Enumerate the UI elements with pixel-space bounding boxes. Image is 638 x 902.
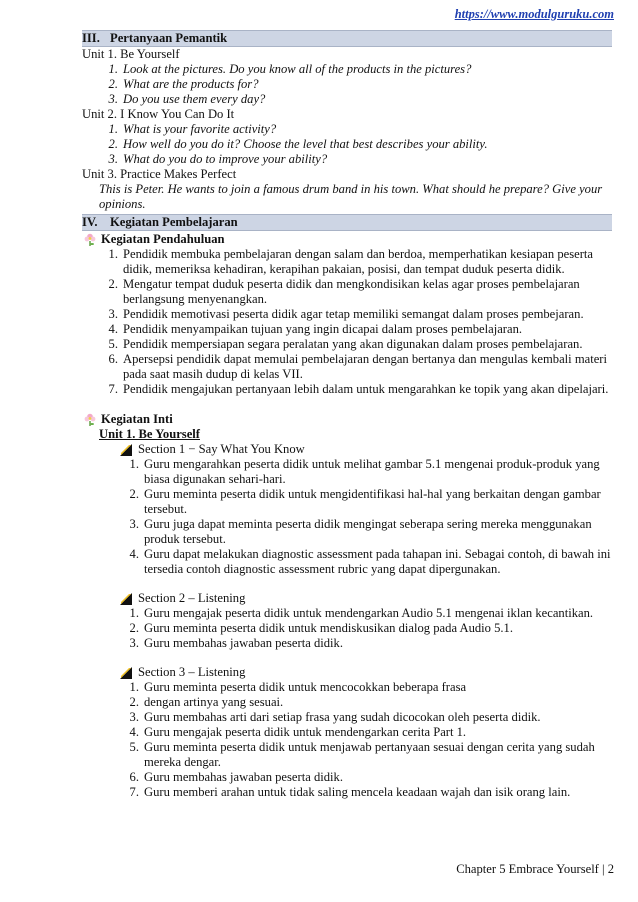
header-url[interactable]: https://www.modulguruku.com: [454, 7, 614, 21]
page-footer: Chapter 5 Embrace Yourself | 2: [456, 862, 614, 876]
question-list: [99, 122, 612, 167]
list-item: 2. What are the products for?: [108, 77, 259, 91]
unit-prompt: This is Peter. He wants to join a famous drum band in his town. What should he prepare? Give your opinions.: [99, 182, 603, 211]
list-item: 1. Look at the pictures. Do you know all of the products in the pictures?: [108, 62, 472, 76]
list-item: 3. Guru juga dapat meminta peserta didik mengingat seberapa sering mereka menggunakan produk tersebut.: [129, 517, 592, 546]
unit-title: Unit 3. Practice Makes Perfect: [82, 167, 237, 181]
pencil-icon: [120, 667, 132, 679]
section-title: Section 1 − Say What You Know: [138, 442, 305, 456]
list-item: 1. Guru meminta peserta didik untuk mencocokkan beberapa frasa: [129, 680, 467, 694]
list-item: 2. dengan artinya yang sesuai.: [129, 695, 284, 709]
list-item: 1. Pendidik membuka pembelajaran dengan salam dan berdoa, memperhatikan kesiapan peserta didik, memeriksa kehadiran, kerapihan pakaian, posisi, dan tempat duduk peserta didik.: [108, 247, 593, 276]
list-item: 7. Guru memberi arahan untuk tidak saling mencela keadaan wajah dan isik orang lain.: [129, 785, 571, 799]
section-title: Section 3 – Listening: [138, 665, 246, 679]
list-item: 7. Pendidik mengajukan pertanyaan lebih dalam untuk mengarahkan ke topik yang akan dipelajari.: [108, 382, 609, 396]
section-heading-iv: [82, 214, 612, 231]
section-2-heading: [120, 591, 612, 606]
list-item: 2. How well do you do it? Choose the level that best describes your ability.: [108, 137, 488, 151]
flower-bullet-icon: [83, 233, 97, 247]
page-content: [82, 30, 612, 800]
subheading-inti: [99, 412, 612, 427]
section-1-list: [120, 457, 612, 577]
subheading-pendahuluan: [99, 232, 612, 247]
unit-title: Unit 2. I Know You Can Do It: [82, 107, 235, 121]
list-item: 1. What is your favorite activity?: [108, 122, 277, 136]
section-number: III.: [82, 31, 100, 45]
section-3-heading: [120, 665, 612, 680]
list-item: 1. Guru mengajak peserta didik untuk mendengarkan Audio 5.1 mengenai iklan kecantikan.: [129, 606, 594, 620]
subheading-text: Kegiatan Pendahuluan: [101, 232, 225, 246]
list-item: 5. Guru meminta peserta didik untuk menjawab pertanyaan sesuai dengan cerita yang sudah mereka dengar.: [129, 740, 595, 769]
list-item: 3. Do you use them every day?: [108, 92, 266, 106]
unit-heading: Unit 1. Be Yourself: [99, 427, 200, 441]
pendahuluan-list: [99, 247, 612, 397]
section-2-list: [120, 606, 612, 651]
list-item: 4. Guru mengajak peserta didik untuk mendengarkan cerita Part 1.: [129, 725, 467, 739]
subheading-text: Kegiatan Inti: [101, 412, 173, 426]
question-list: [99, 62, 612, 107]
flower-bullet-icon: [83, 413, 97, 427]
section-3-list: [120, 680, 612, 800]
list-item: 2. Guru meminta peserta didik untuk mendiskusikan dialog pada Audio 5.1.: [129, 621, 514, 635]
list-item: 4. Guru dapat melakukan diagnostic assessment pada tahapan ini. Sebagai contoh, di bawah ini tersedia contoh diagnostic assessment rubric yang dapat dipergunakan.: [129, 547, 611, 576]
section-1-heading: [120, 442, 612, 457]
list-item: 4. Pendidik menyampaikan tujuan yang ingin dicapai dalam proses pembelajaran.: [108, 322, 523, 336]
list-item: 2. Mengatur tempat duduk peserta didik dan mengkondisikan kelas agar proses pembelajaran berlangsung menyenangkan.: [108, 277, 580, 306]
section-title: Pertanyaan Pemantik: [110, 31, 228, 45]
section-number: IV.: [82, 215, 98, 229]
list-item: 3. What do you do to improve your ability?: [108, 152, 328, 166]
list-item: 3. Guru membahas arti dari setiap frasa yang sudah dicocokan oleh peserta didik.: [129, 710, 541, 724]
unit-title: Unit 1. Be Yourself: [82, 47, 180, 61]
list-item: 3. Guru membahas jawaban peserta didik.: [129, 636, 343, 650]
list-item: 2. Guru meminta peserta didik untuk mengidentifikasi hal-hal yang berkaitan dengan gambar tersebut.: [129, 487, 601, 516]
pencil-icon: [120, 593, 132, 605]
section-title: Kegiatan Pembelajaran: [110, 215, 238, 229]
list-item: 5. Pendidik mempersiapan segara peralatan yang akan digunakan dalam proses pembelajaran.: [108, 337, 583, 351]
list-item: 6. Apersepsi pendidik dapat memulai pembelajaran dengan bertanya dan mengulas kembali materi pada saat masih dudup di kelas VII.: [108, 352, 607, 381]
pencil-icon: [120, 444, 132, 456]
list-item: 1. Guru mengarahkan peserta didik untuk melihat gambar 5.1 mengenai produk-produk yang biasa digunakan sehari-hari.: [129, 457, 600, 486]
section-heading-iii: [82, 30, 612, 47]
section-title: Section 2 – Listening: [138, 591, 246, 605]
list-item: 3. Pendidik memotivasi peserta didik agar tetap memiliki semangat dalam proses pembejaran.: [108, 307, 584, 321]
list-item: 6. Guru membahas jawaban peserta didik.: [129, 770, 343, 784]
